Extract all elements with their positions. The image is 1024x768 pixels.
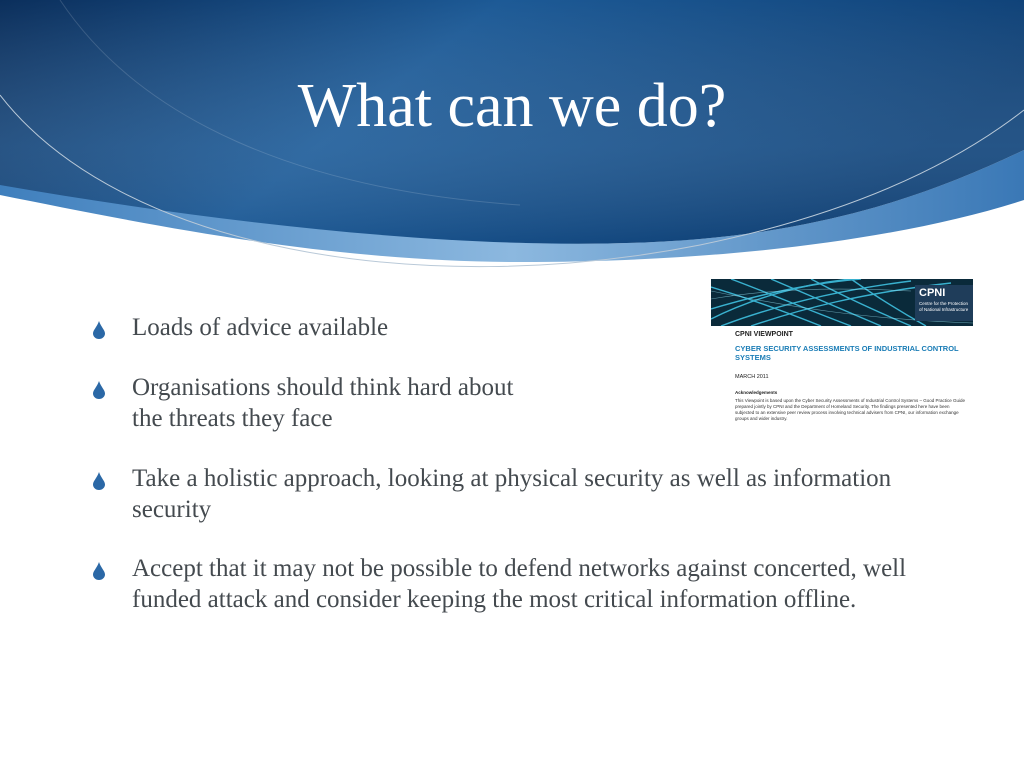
drop-bullet-icon bbox=[92, 472, 106, 490]
bullet-item bbox=[92, 372, 652, 434]
drop-bullet-icon bbox=[92, 381, 106, 399]
bullet-text: Organisations should think hard about the threats they face bbox=[132, 374, 514, 432]
document-ack-title: Acknowledgements bbox=[735, 390, 778, 395]
bullet-text: Take a holistic approach, looking at physical security as well as information security bbox=[132, 465, 892, 523]
drop-bullet-icon bbox=[92, 321, 106, 339]
bullet-text: Accept that it may not be possible to defend networks against concerted, well funded attack and consider keeping the most critical information offline. bbox=[132, 555, 907, 613]
drop-bullet-icon bbox=[92, 562, 106, 580]
document-viewpoint-label: CPNI VIEWPOINT bbox=[735, 331, 793, 338]
bullet-item bbox=[92, 553, 912, 615]
bullet-item bbox=[92, 463, 912, 525]
document-heading: CYBER SECURITY ASSESSMENTS OF INDUSTRIAL CONTROL SYSTEMS bbox=[735, 344, 959, 362]
document-ack-text: This Viewpoint is based upon the Cyber Security Assessments of Industrial Control Systems – Good Practice Guide prepared jointly by CPNI and the Department of Homeland Security. The findings presented here have been subjected to an extensive peer review process involving technical advisers from CPNI, our information exchange groups and wider industry. bbox=[735, 398, 966, 421]
cpni-logo-name: CPNI bbox=[919, 287, 946, 299]
cpni-document-thumbnail bbox=[711, 279, 973, 437]
slide-title: What can we do? bbox=[297, 72, 727, 140]
document-body bbox=[735, 331, 967, 422]
cpni-logo bbox=[915, 285, 973, 321]
document-date: MARCH 2011 bbox=[735, 374, 769, 380]
bullet-text: Loads of advice available bbox=[132, 314, 389, 341]
cpni-logo-subtitle: Centre for the Protection of National Infrastructure bbox=[919, 301, 969, 312]
